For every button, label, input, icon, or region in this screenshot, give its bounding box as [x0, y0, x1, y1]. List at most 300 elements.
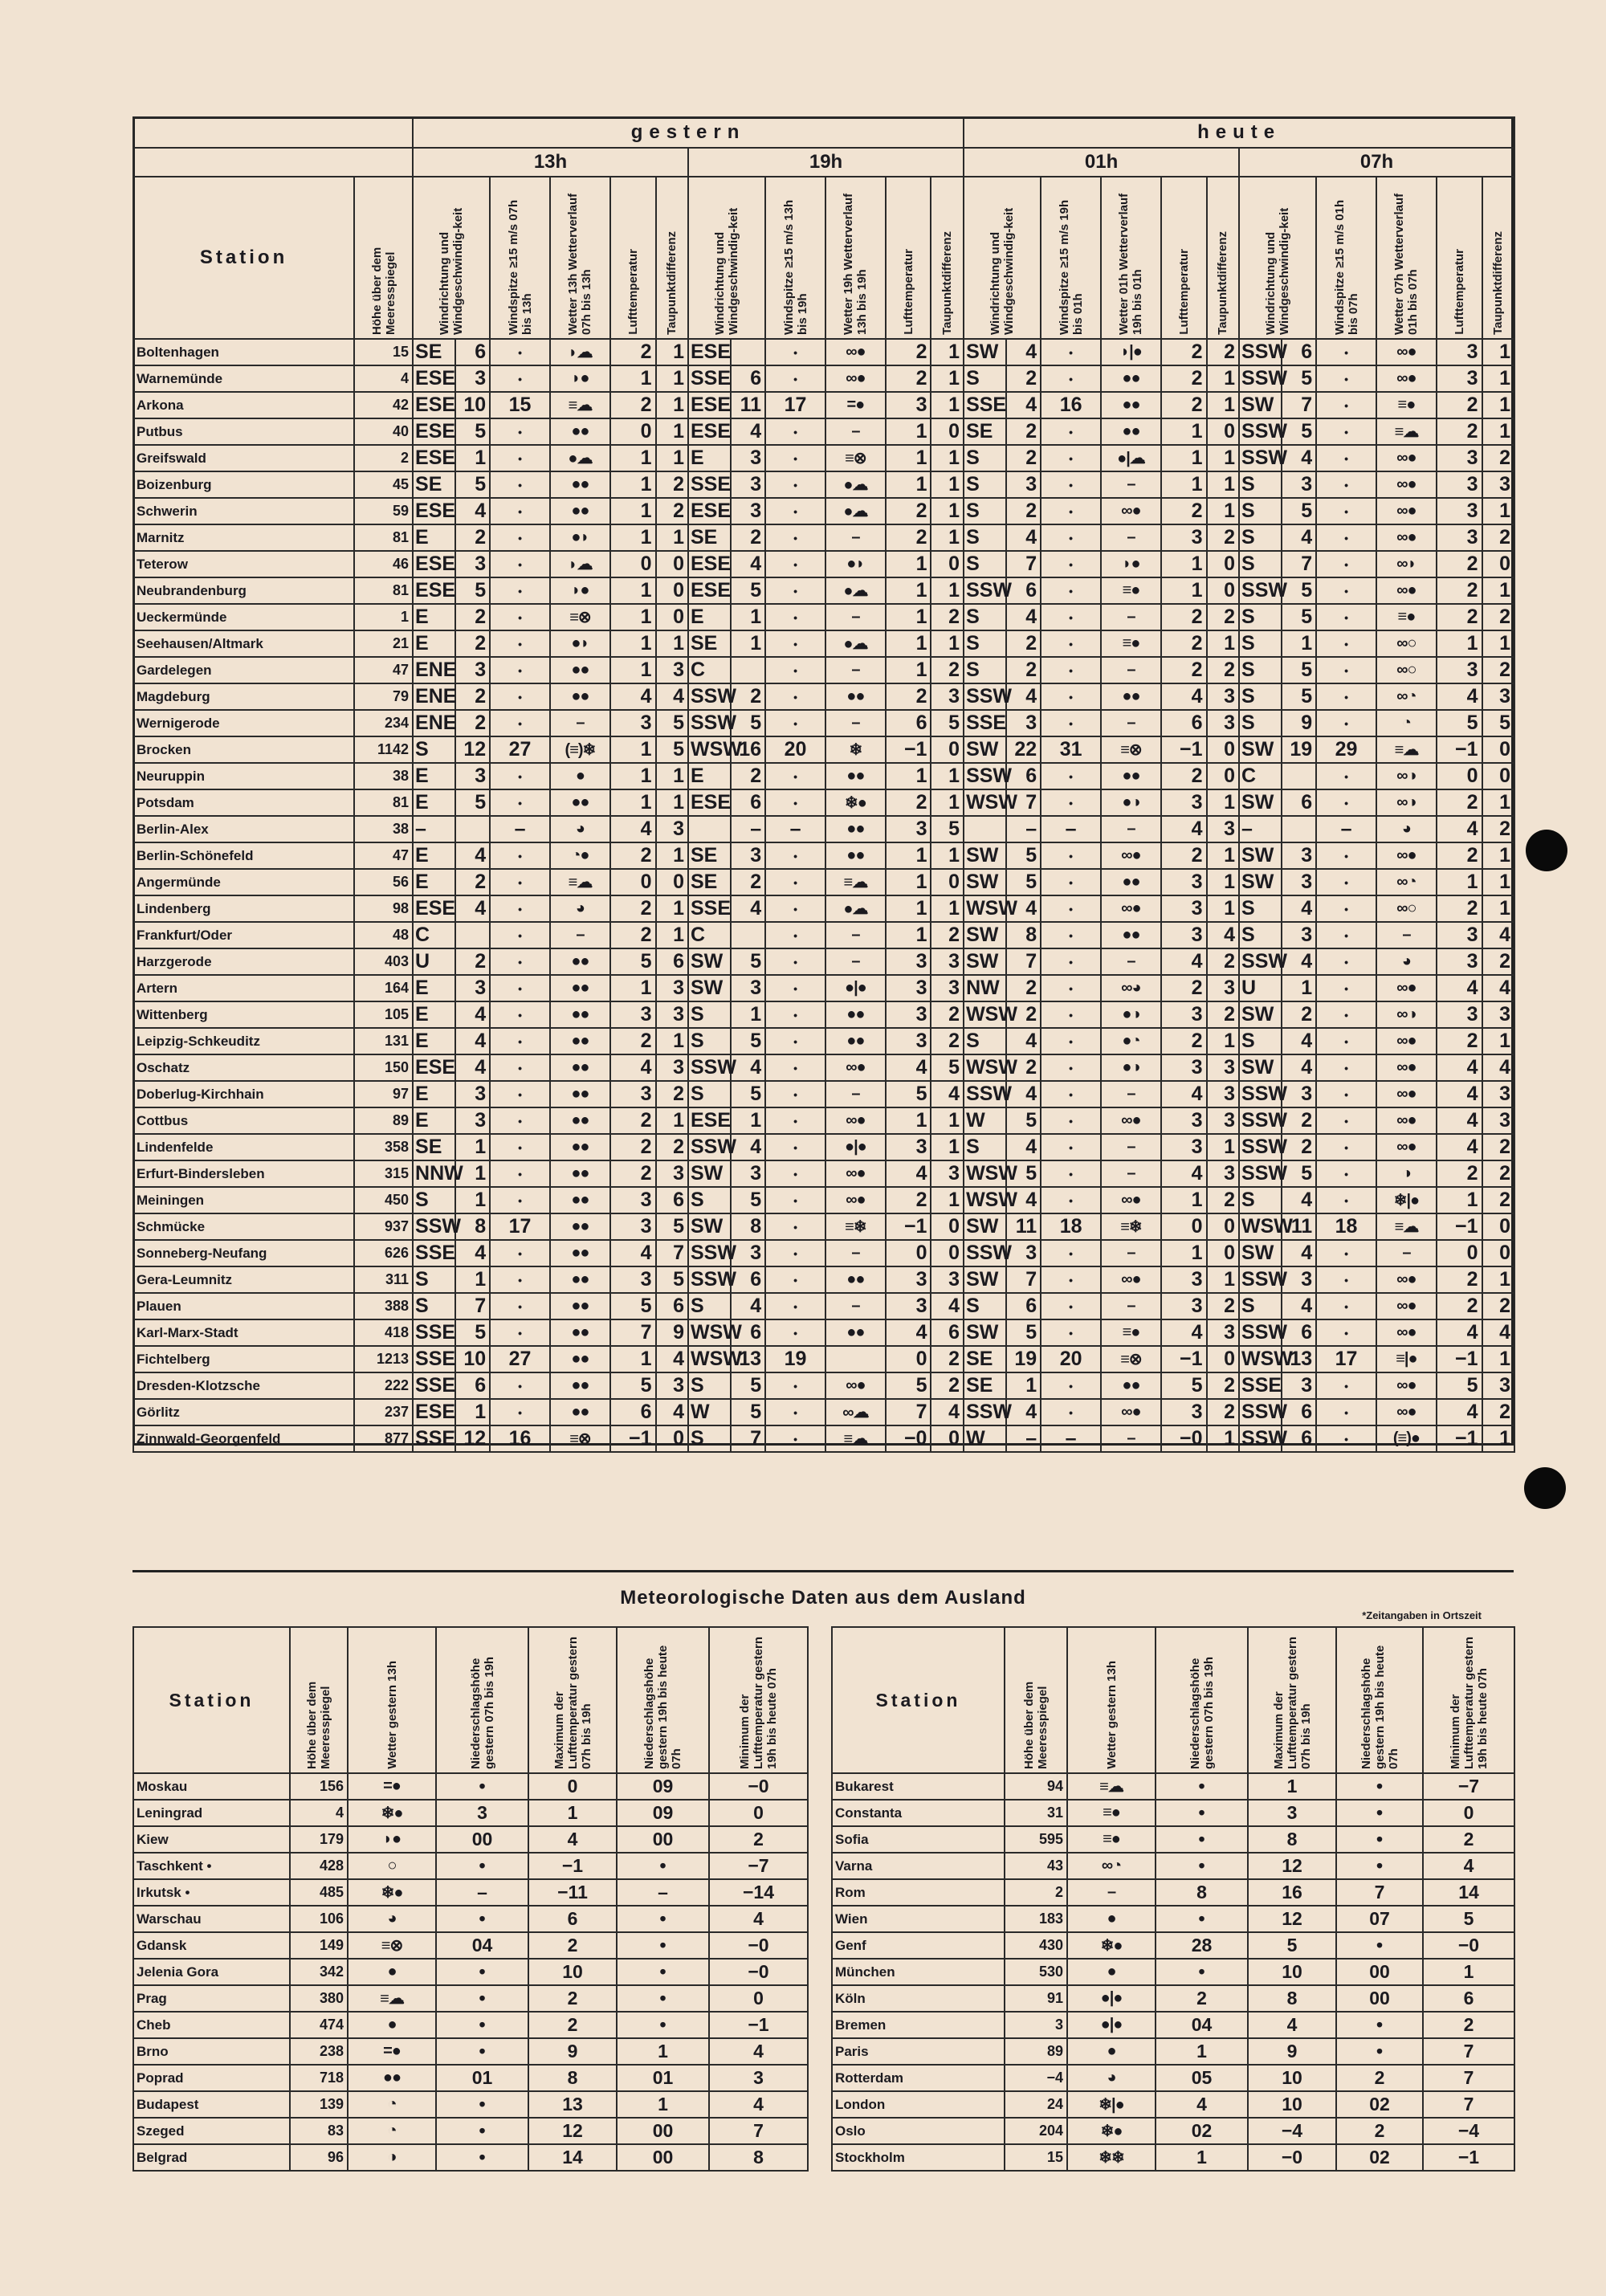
dewpoint-difference: 1 — [656, 392, 688, 418]
weather-symbol: (≡)● — [1376, 1425, 1437, 1452]
air-temperature: 2 — [1161, 975, 1207, 1001]
wind-speed: 12 — [455, 736, 491, 763]
weather-symbol: ●● — [550, 418, 610, 445]
precipitation-night: 1 — [617, 2091, 709, 2118]
station-height: 56 — [354, 869, 413, 895]
air-temperature: 1 — [610, 630, 656, 657]
station-row — [133, 922, 1514, 948]
air-temperature: 1 — [610, 604, 656, 630]
wind-direction: ESE — [413, 445, 455, 471]
wind-direction: SE — [688, 869, 731, 895]
dewpoint-difference: 1 — [656, 842, 688, 869]
wind-gust: • — [765, 1425, 825, 1452]
weather-symbol: ●● — [550, 1160, 610, 1187]
wind-direction: E — [413, 1001, 455, 1028]
dewpoint-difference: 0 — [1207, 577, 1239, 604]
air-temperature: −1 — [1437, 1346, 1482, 1372]
wind-speed: 3 — [731, 498, 766, 524]
air-temperature: 1 — [1161, 1187, 1207, 1213]
wind-gust: • — [490, 1266, 550, 1293]
wind-speed: 4 — [1006, 1187, 1041, 1213]
max-temperature: 16 — [1248, 1879, 1336, 1906]
wind-gust: • — [490, 1134, 550, 1160]
wind-direction: SSW — [1239, 577, 1282, 604]
wind-speed: 10 — [455, 1346, 491, 1372]
wind-speed: 11 — [1006, 1213, 1041, 1240]
wind-direction: C — [1239, 763, 1282, 789]
station-height: 1142 — [354, 736, 413, 763]
wind-direction: SSW — [964, 1240, 1006, 1266]
air-temperature: 2 — [886, 1187, 931, 1213]
weather-symbol: ●● — [550, 1028, 610, 1054]
station-name: München — [832, 1959, 1005, 1985]
weather-symbol: ●◑ — [1101, 1001, 1161, 1028]
station-height: 1213 — [354, 1346, 413, 1372]
station-name: Lindenberg — [133, 895, 354, 922]
wind-gust: • — [490, 524, 550, 551]
air-temperature: 1 — [610, 524, 656, 551]
wind-speed: 1 — [731, 630, 766, 657]
foreign-station-row — [133, 1773, 808, 1800]
wind-gust: • — [765, 551, 825, 577]
wind-speed: 2 — [1006, 418, 1041, 445]
weather-symbol: – — [1101, 1240, 1161, 1266]
wind-speed: 7 — [1006, 948, 1041, 975]
wind-gust: • — [1316, 1266, 1376, 1293]
wind-direction: S — [964, 365, 1006, 392]
station-name: Putbus — [133, 418, 354, 445]
dewpoint-difference: 2 — [1207, 948, 1239, 975]
min-temperature: 8 — [709, 2144, 808, 2171]
station-name: Wittenberg — [133, 1001, 354, 1028]
column-header: Wetter gestern 13h — [1067, 1627, 1156, 1773]
wind-gust: • — [765, 1134, 825, 1160]
max-temperature: 1 — [528, 1800, 617, 1826]
weather-symbol: ≡☁ — [348, 1985, 436, 2012]
station-name: Budapest — [133, 2091, 290, 2118]
dewpoint-difference: 3 — [1207, 1054, 1239, 1081]
station-height: 59 — [354, 498, 413, 524]
dewpoint-difference: 0 — [931, 418, 964, 445]
wind-direction: SSW — [964, 577, 1006, 604]
wind-direction: SSW — [688, 1054, 731, 1081]
dewpoint-difference: 0 — [1207, 418, 1239, 445]
station-height: 204 — [1005, 2118, 1067, 2144]
weather-symbol: ∞● — [1376, 1266, 1437, 1293]
wind-direction: E — [413, 975, 455, 1001]
wind-speed: 3 — [731, 842, 766, 869]
max-temperature: 12 — [528, 2118, 617, 2144]
foreign-station-row — [133, 1826, 808, 1853]
wind-gust: • — [490, 445, 550, 471]
dewpoint-difference: 3 — [1207, 710, 1239, 736]
air-temperature: −1 — [1437, 1213, 1482, 1240]
wind-speed: 2 — [1006, 445, 1041, 471]
wind-speed: 6 — [731, 365, 766, 392]
weather-symbol: ●◔ — [1101, 1028, 1161, 1054]
station-row — [133, 683, 1514, 710]
wind-gust: • — [765, 1372, 825, 1399]
weather-symbol: ◕ — [1376, 948, 1437, 975]
dewpoint-difference: 5 — [656, 1266, 688, 1293]
dewpoint-difference: 1 — [931, 789, 964, 816]
air-temperature: 3 — [1437, 1001, 1482, 1028]
station-row — [133, 1240, 1514, 1266]
wind-direction: ESE — [688, 498, 731, 524]
max-temperature: 10 — [528, 1959, 617, 1985]
dewpoint-difference: 2 — [1207, 524, 1239, 551]
wind-speed: 4 — [1282, 445, 1317, 471]
air-temperature: 3 — [886, 1001, 931, 1028]
dewpoint-difference: 3 — [656, 1160, 688, 1187]
weather-symbol: ❄ — [825, 736, 886, 763]
air-temperature: 2 — [1161, 657, 1207, 683]
dewpoint-difference: 3 — [1482, 1001, 1515, 1028]
station-name: Warnemünde — [133, 365, 354, 392]
weather-symbol: ●☁ — [825, 895, 886, 922]
wind-direction: S — [1239, 524, 1282, 551]
foreign-station-row — [832, 1800, 1514, 1826]
weather-symbol: ∞● — [1376, 445, 1437, 471]
wind-speed: 2 — [1006, 1001, 1041, 1028]
wind-direction: SSW — [688, 1240, 731, 1266]
dewpoint-difference: 3 — [656, 1054, 688, 1081]
dewpoint-difference: 1 — [656, 922, 688, 948]
station-row — [133, 789, 1514, 816]
station-height: 45 — [354, 471, 413, 498]
wind-gust: • — [1041, 471, 1101, 498]
wind-gust: • — [765, 1240, 825, 1266]
air-temperature: 1 — [886, 471, 931, 498]
weather-symbol: ●● — [825, 683, 886, 710]
wind-gust: • — [490, 763, 550, 789]
wind-gust: • — [765, 1160, 825, 1187]
dewpoint-difference: 5 — [656, 710, 688, 736]
wind-direction: SSE — [688, 895, 731, 922]
wind-gust: • — [1316, 1425, 1376, 1452]
air-temperature: 5 — [610, 948, 656, 975]
wind-gust: • — [1316, 657, 1376, 683]
wind-direction: E — [688, 445, 731, 471]
weather-symbol: ◕ — [1376, 816, 1437, 842]
precipitation-day: • — [1156, 1906, 1248, 1932]
wind-gust: • — [1316, 1081, 1376, 1107]
wind-speed: 5 — [1282, 418, 1317, 445]
wind-direction: SW — [1239, 1240, 1282, 1266]
precipitation-day: 3 — [436, 1800, 528, 1826]
wind-speed: 5 — [731, 1187, 766, 1213]
weather-symbol: ●☁ — [825, 498, 886, 524]
wind-gust: • — [1041, 683, 1101, 710]
wind-direction: SW — [1239, 842, 1282, 869]
dewpoint-difference: 6 — [931, 1319, 964, 1346]
weather-symbol: ●● — [550, 471, 610, 498]
weather-symbol: ≡⊗ — [1101, 1346, 1161, 1372]
dewpoint-difference: 1 — [1207, 1028, 1239, 1054]
station-height: 937 — [354, 1213, 413, 1240]
precipitation-day: • — [1156, 1800, 1248, 1826]
dewpoint-difference: 1 — [931, 339, 964, 365]
wind-direction: S — [688, 1081, 731, 1107]
air-temperature: 1 — [610, 975, 656, 1001]
wind-gust: • — [490, 657, 550, 683]
wind-speed — [1282, 763, 1317, 789]
precipitation-night: • — [617, 1853, 709, 1879]
dewpoint-difference: 1 — [656, 1028, 688, 1054]
column-header: Lufttemperatur — [1437, 177, 1482, 339]
foreign-station-row — [832, 1985, 1514, 2012]
foreign-station-row — [133, 1853, 808, 1879]
weather-symbol: ∞○ — [1376, 657, 1437, 683]
max-temperature: 9 — [1248, 2038, 1336, 2065]
wind-direction: SSW — [1239, 948, 1282, 975]
wind-gust: • — [765, 604, 825, 630]
weather-symbol: ∞● — [1101, 1399, 1161, 1425]
wind-speed: 4 — [731, 895, 766, 922]
wind-direction: U — [1239, 975, 1282, 1001]
station-name: Oschatz — [133, 1054, 354, 1081]
dewpoint-difference: 1 — [931, 1134, 964, 1160]
wind-speed: 6 — [1282, 1319, 1317, 1346]
dewpoint-difference: 6 — [656, 948, 688, 975]
wind-gust: 27 — [490, 736, 550, 763]
station-row — [133, 1319, 1514, 1346]
min-temperature: 0 — [1423, 1800, 1514, 1826]
wind-direction: SSE — [413, 1346, 455, 1372]
air-temperature: 1 — [886, 630, 931, 657]
foreign-station-row — [133, 1959, 808, 1985]
wind-direction: S — [688, 1425, 731, 1452]
precipitation-day: • — [436, 1985, 528, 2012]
weather-symbol: ●● — [550, 1346, 610, 1372]
wind-direction: SE — [964, 1372, 1006, 1399]
station-name: Szeged — [133, 2118, 290, 2144]
wind-direction: S — [688, 1028, 731, 1054]
weather-symbol: ●● — [550, 1054, 610, 1081]
wind-direction: SSE — [964, 392, 1006, 418]
dewpoint-difference: 0 — [931, 551, 964, 577]
station-name: London — [832, 2091, 1005, 2118]
air-temperature: 1 — [610, 498, 656, 524]
weather-symbol: – — [1101, 604, 1161, 630]
wind-direction: SW — [964, 1213, 1006, 1240]
column-header: Maximum der Lufttemperatur gestern 07h bis 19h — [1248, 1627, 1336, 1773]
station-height: 91 — [1005, 1985, 1067, 2012]
station-name: Berlin-Schönefeld — [133, 842, 354, 869]
weather-symbol: ≡⊗ — [1101, 736, 1161, 763]
weather-symbol: – — [825, 922, 886, 948]
weather-symbol: ∞☁ — [825, 1399, 886, 1425]
wind-direction: WSW — [964, 1054, 1006, 1081]
station-name: Cottbus — [133, 1107, 354, 1134]
station-row — [133, 1028, 1514, 1054]
dewpoint-difference: 1 — [1482, 789, 1515, 816]
wind-gust: • — [1041, 498, 1101, 524]
wind-speed: 1 — [455, 1266, 491, 1293]
wind-direction: SE — [413, 1134, 455, 1160]
air-temperature: 1 — [886, 895, 931, 922]
air-temperature: 1 — [610, 577, 656, 604]
air-temperature: 4 — [1437, 1054, 1482, 1081]
wind-direction: WSW — [688, 736, 731, 763]
wind-speed: 3 — [1282, 869, 1317, 895]
wind-speed: 2 — [731, 524, 766, 551]
column-header: Maximum der Lufttemperatur gestern 07h bis 19h — [528, 1627, 617, 1773]
wind-gust: • — [765, 1293, 825, 1319]
wind-direction: ESE — [413, 1399, 455, 1425]
air-temperature: 2 — [1437, 577, 1482, 604]
dewpoint-difference: 3 — [1207, 1107, 1239, 1134]
dewpoint-difference: 0 — [656, 869, 688, 895]
weather-symbol: ≡☁ — [550, 869, 610, 895]
air-temperature: −1 — [1437, 1425, 1482, 1452]
wind-direction: ESE — [688, 1107, 731, 1134]
air-temperature: 1 — [886, 763, 931, 789]
max-temperature: 14 — [528, 2144, 617, 2171]
wind-direction: E — [413, 604, 455, 630]
min-temperature: 5 — [1423, 1906, 1514, 1932]
weather-symbol: ●● — [1101, 763, 1161, 789]
station-height: 222 — [354, 1372, 413, 1399]
weather-symbol: ●● — [550, 975, 610, 1001]
wind-direction: S — [1239, 895, 1282, 922]
weather-symbol: ●☁ — [825, 577, 886, 604]
station-height: 40 — [354, 418, 413, 445]
station-name: Artern — [133, 975, 354, 1001]
wind-gust: 20 — [1041, 1346, 1101, 1372]
wind-speed: 3 — [731, 445, 766, 471]
wind-gust: • — [490, 1081, 550, 1107]
dewpoint-difference: 3 — [931, 1266, 964, 1293]
weather-symbol: ●|☁ — [1101, 445, 1161, 471]
wind-gust: • — [1316, 922, 1376, 948]
station-row — [133, 895, 1514, 922]
dewpoint-difference: 5 — [656, 736, 688, 763]
foreign-station-row — [832, 2144, 1514, 2171]
station-row — [133, 948, 1514, 975]
weather-symbol: ❄● — [1067, 2118, 1156, 2144]
wind-gust: • — [1041, 551, 1101, 577]
station-height: 31 — [1005, 1800, 1067, 1826]
wind-speed: 4 — [1282, 524, 1317, 551]
wind-direction: SW — [964, 339, 1006, 365]
wind-gust: • — [1316, 392, 1376, 418]
wind-gust: • — [1041, 1160, 1101, 1187]
air-temperature: 3 — [1437, 922, 1482, 948]
station-height: 450 — [354, 1187, 413, 1213]
station-height: 139 — [290, 2091, 348, 2118]
wind-direction: SW — [1239, 1054, 1282, 1081]
dewpoint-difference: 0 — [656, 1425, 688, 1452]
air-temperature: 4 — [1161, 1319, 1207, 1346]
dewpoint-difference: 0 — [656, 604, 688, 630]
weather-symbol: – — [1101, 710, 1161, 736]
wind-speed — [731, 657, 766, 683]
dewpoint-difference: 3 — [1482, 683, 1515, 710]
weather-symbol: ∞● — [1376, 339, 1437, 365]
weather-symbol: ∞● — [825, 365, 886, 392]
column-header: Minimum der Lufttemperatur gestern 19h bis heute 07h — [1423, 1627, 1514, 1773]
wind-direction: E — [413, 842, 455, 869]
min-temperature: 2 — [709, 1826, 808, 1853]
max-temperature: 10 — [1248, 2091, 1336, 2118]
station-height: 718 — [290, 2065, 348, 2091]
wind-direction: WSW — [688, 1346, 731, 1372]
weather-symbol: ∞● — [1101, 1266, 1161, 1293]
wind-direction: S — [413, 736, 455, 763]
weather-symbol: ● — [550, 763, 610, 789]
station-row — [133, 869, 1514, 895]
weather-symbol: ∞◔ — [1376, 683, 1437, 710]
wind-speed: 6 — [1006, 763, 1041, 789]
station-row — [133, 1346, 1514, 1372]
wind-direction: SSW — [1239, 1266, 1282, 1293]
wind-gust: • — [765, 1028, 825, 1054]
air-temperature: 1 — [1437, 869, 1482, 895]
wind-direction: WSW — [964, 1160, 1006, 1187]
wind-gust: • — [490, 1107, 550, 1134]
wind-speed: – — [1006, 1425, 1041, 1452]
precipitation-night: 09 — [617, 1773, 709, 1800]
dewpoint-difference: 3 — [1207, 683, 1239, 710]
wind-gust: • — [765, 1319, 825, 1346]
dewpoint-difference: 1 — [656, 365, 688, 392]
wind-speed: 4 — [1282, 1028, 1317, 1054]
dewpoint-difference: 4 — [1482, 975, 1515, 1001]
wind-direction: S — [413, 1266, 455, 1293]
wind-direction: ESE — [688, 339, 731, 365]
wind-gust: • — [490, 1160, 550, 1187]
weather-symbol: ●● — [550, 1134, 610, 1160]
air-temperature: 2 — [886, 365, 931, 392]
wind-direction: ENE — [413, 683, 455, 710]
weather-symbol: – — [1101, 657, 1161, 683]
dewpoint-difference: 1 — [656, 339, 688, 365]
wind-speed: 6 — [1282, 1425, 1317, 1452]
wind-gust: • — [1041, 1319, 1101, 1346]
wind-direction: SSW — [964, 683, 1006, 710]
time-header-07h: 07h — [1239, 148, 1514, 177]
wind-direction: ESE — [688, 392, 731, 418]
station-name: Dresden-Klotzsche — [133, 1372, 354, 1399]
dewpoint-difference: 0 — [1482, 1213, 1515, 1240]
precipitation-night: • — [1336, 1826, 1423, 1853]
dewpoint-difference: 0 — [931, 869, 964, 895]
air-temperature: 3 — [1161, 1001, 1207, 1028]
wind-gust: • — [1041, 842, 1101, 869]
foreign-station-row — [832, 1826, 1514, 1853]
max-temperature: 5 — [1248, 1932, 1336, 1959]
wind-direction: SW — [688, 948, 731, 975]
station-name: Rotterdam — [832, 2065, 1005, 2091]
air-temperature: 4 — [1437, 1319, 1482, 1346]
weather-symbol: ●● — [550, 683, 610, 710]
wind-gust: • — [765, 948, 825, 975]
wind-gust: • — [1316, 498, 1376, 524]
weather-symbol: ● — [1067, 2038, 1156, 2065]
precipitation-day: • — [436, 2091, 528, 2118]
dewpoint-difference: 1 — [656, 524, 688, 551]
dewpoint-difference: 2 — [656, 498, 688, 524]
wind-gust: • — [765, 630, 825, 657]
wind-speed: 2 — [455, 604, 491, 630]
column-header: Niederschlagshöhe gestern 19h bis heute 07h — [1336, 1627, 1423, 1773]
min-temperature: 14 — [1423, 1879, 1514, 1906]
wind-direction: SSW — [1239, 1160, 1282, 1187]
dewpoint-difference: 3 — [1207, 1319, 1239, 1346]
wind-direction: C — [688, 922, 731, 948]
wind-direction: SW — [964, 1266, 1006, 1293]
